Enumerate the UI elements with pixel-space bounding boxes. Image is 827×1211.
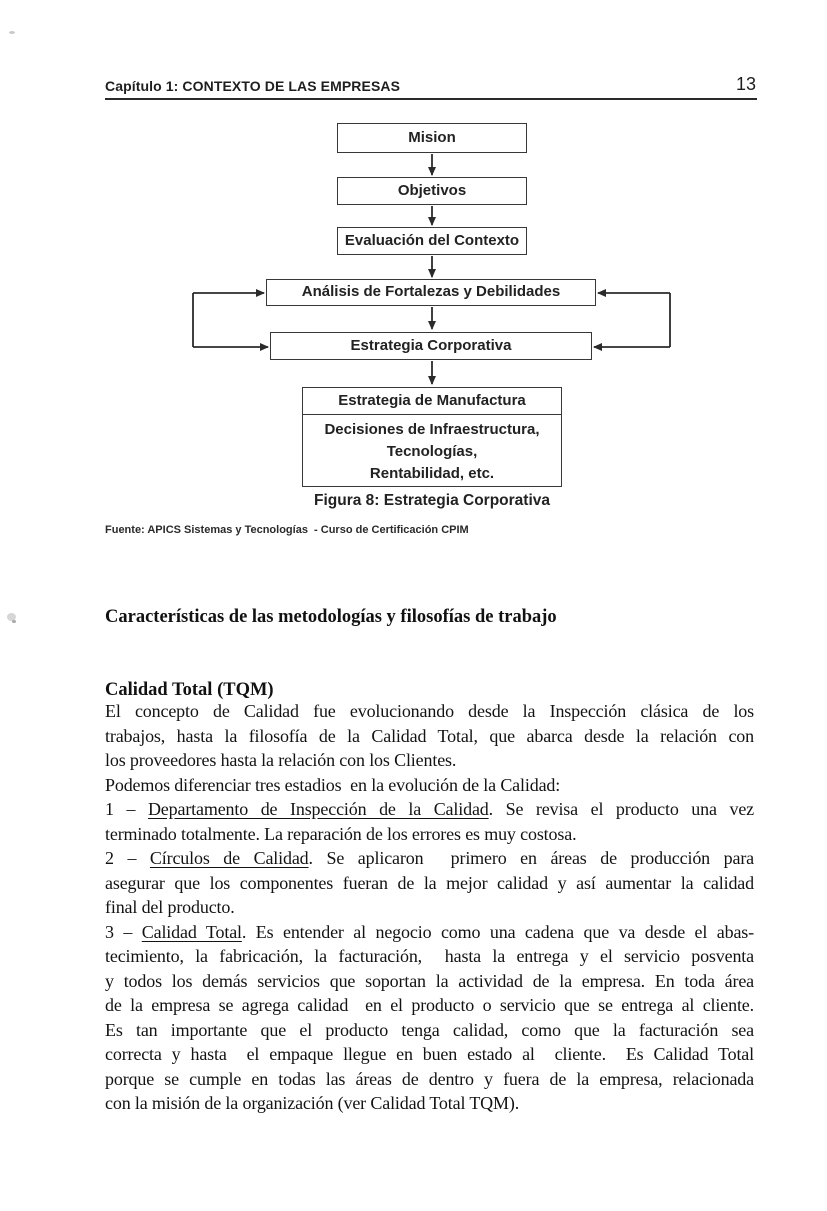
scan-artifact — [12, 620, 16, 623]
flow-box-estrategia-corporativa — [270, 332, 592, 360]
decisiones-line: Rentabilidad, etc. — [369, 465, 495, 482]
body-text: . Es entender al negocio como una cadena que va desde el abas- — [241, 921, 754, 942]
body-text: los proveedores hasta la relación con los Clientes. — [105, 750, 457, 770]
body-line — [105, 797, 754, 822]
body-line — [105, 822, 754, 847]
body-text: correcta y hasta el empaque llegue en buen estado al cliente. Es Calidad Total — [105, 1044, 754, 1064]
flow-box-estrategia-manufactura — [302, 387, 562, 487]
body-text: . Se aplicaron primero en áreas de producción para — [308, 848, 754, 868]
body-line — [105, 699, 754, 724]
subsection-heading-tqm: Calidad Total (TQM) — [105, 680, 274, 700]
body-text: Podemos diferenciar tres estadios en la evolución de la Calidad: — [105, 774, 561, 795]
body-line — [105, 1091, 754, 1116]
body-line — [105, 748, 754, 773]
body-line — [105, 1042, 754, 1067]
flow-box-label: Análisis de Fortalezas y Debilidades — [301, 283, 561, 301]
underlined-term: Calidad Total — [141, 921, 242, 942]
body-text: Es tan importante que el producto tenga calidad, como que la facturación sea — [105, 1019, 754, 1040]
body-line — [105, 993, 754, 1018]
body-line — [105, 895, 754, 920]
flow-box-label: Mision — [408, 128, 456, 146]
body-line — [105, 1067, 754, 1092]
strategy-flowchart — [0, 0, 827, 540]
figure-caption: Figura 8: Estrategia Corporativa — [313, 492, 550, 509]
body-text: . Se revisa el producto una vez — [488, 799, 754, 819]
body-text: 1 – — [105, 799, 148, 819]
body-text: de la empresa se agrega calidad en el producto o servicio que se entrega al cliente. — [105, 995, 754, 1015]
underlined-term: Círculos de Calidad — [149, 848, 309, 868]
section-heading: Características de las metodologías y filosofías de trabajo — [105, 607, 557, 627]
body-line — [105, 871, 754, 896]
body-line — [105, 920, 754, 945]
decisiones-line: Tecnologías, — [386, 443, 478, 460]
body-text: porque se cumple en todas las áreas de dentro y fuera de la empresa, relacionada — [105, 1068, 754, 1089]
flow-box-label: Estrategia de Manufactura — [303, 388, 561, 415]
body-line — [105, 773, 754, 798]
body-text: y todos los demás servicios que soportan la actividad de la empresa. En toda área — [105, 970, 754, 991]
body-line — [105, 969, 754, 994]
body-text: 3 – — [105, 921, 142, 942]
underlined-term: Departamento de Inspección de la Calidad — [147, 799, 489, 819]
body-line — [105, 1018, 754, 1043]
body-text: tecimiento, la fabricación, la facturación, hasta la entrega y el servicio posventa — [105, 946, 754, 966]
flow-box-evaluacion-contexto — [337, 227, 527, 255]
flow-box-objetivos — [337, 177, 527, 205]
page-number: 13 — [735, 74, 756, 94]
body-text: trabajos, hasta la filosofía de la Calidad Total, que abarca desde la relación con — [105, 725, 754, 746]
flow-box-label: Evaluación del Contexto — [344, 231, 520, 249]
figure-source: Fuente: APICS Sistemas y Tecnologías - Curso de Certificación CPIM — [105, 524, 469, 536]
flow-box-label: Objetivos — [397, 181, 467, 199]
body-line — [105, 846, 754, 871]
flow-box-decisiones — [303, 415, 561, 485]
body-lines — [105, 699, 754, 1116]
body-text: asegurar que los componentes fueran de la mejor calidad y así aumentar la calidad — [105, 872, 754, 893]
body-line — [105, 944, 754, 969]
chapter-header: Capítulo 1: CONTEXTO DE LAS EMPRESAS — [105, 78, 401, 94]
flow-box-analisis-fortalezas — [266, 279, 596, 306]
body-text: El concepto de Calidad fue evolucionando desde la Inspección clásica de los — [105, 701, 754, 721]
flow-box-mision — [337, 123, 527, 153]
decisiones-line: Decisiones de Infraestructura, — [324, 421, 540, 438]
body-text: 2 – — [105, 848, 150, 868]
body-text: terminado totalmente. La reparación de los errores es muy costosa. — [105, 823, 577, 844]
body-line — [105, 724, 754, 749]
body-text: final del producto. — [105, 897, 235, 917]
flow-box-label: Estrategia Corporativa — [350, 336, 512, 354]
body-text: con la misión de la organización (ver Calidad Total TQM). — [105, 1093, 520, 1113]
